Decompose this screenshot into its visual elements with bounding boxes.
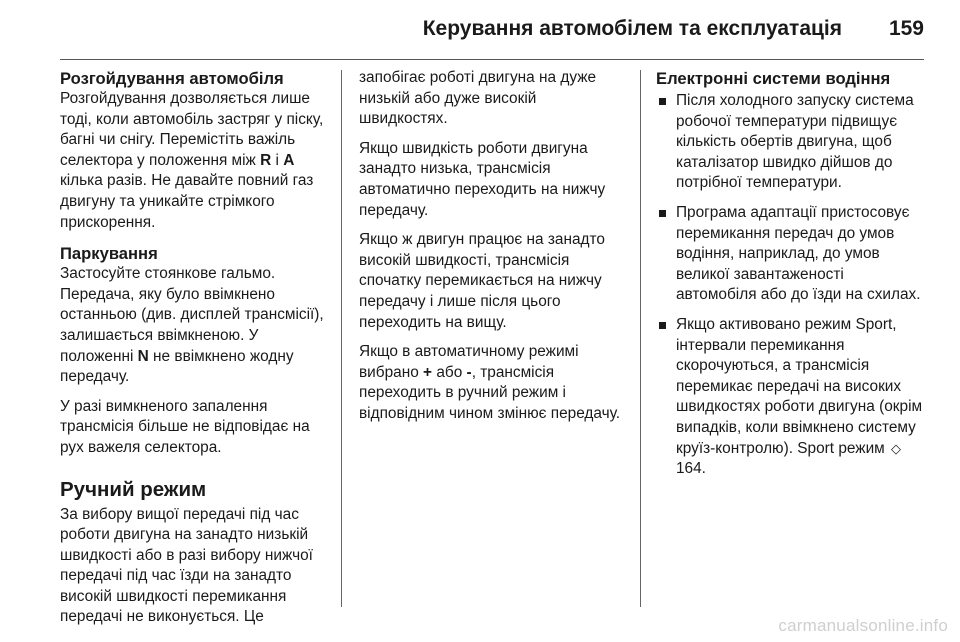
column-2	[359, 68, 629, 434]
gear-n-label: N	[137, 347, 149, 365]
paragraph-col2-2: Якщо швидкість роботи двигуна занадто низька, трансмісія автоматично переходить на нижчу передачу.	[359, 139, 606, 219]
column-divider-2	[640, 70, 641, 607]
column-divider-1	[341, 70, 342, 607]
text-run: Розгойдування дозволяється лише тоді, коли автомобіль застряг у піску, багні чи снігу. Перемістіть важіль селектора у положення між	[60, 90, 324, 169]
bullet-square-icon	[659, 322, 666, 329]
section-heading-electronic-systems: Електронні системи водіння	[656, 69, 891, 88]
page-number: 159	[888, 17, 924, 40]
paragraph-col2-3: Якщо ж двигун працює на занадто високій швидкості, трансмісія спочатку перемикається на нижчу передачу і лише після цього переходить на вищу.	[359, 231, 605, 331]
bullet-list	[656, 91, 928, 480]
column-3	[656, 68, 928, 489]
page-reference-number[interactable]: 164.	[676, 460, 706, 478]
section-manual-mode	[60, 477, 332, 629]
section-heading-parking: Паркування	[60, 244, 158, 264]
minus-label: -	[466, 363, 472, 381]
paragraph-manual: За вибору вищої передачі під час роботи двигуна на занадто низькій швидкості або в разі вибору нижчої передачі під час їзди на занадто високій швидкості перемикання передачі не виконується. Це	[60, 505, 313, 626]
header-divider	[60, 59, 924, 60]
column-1	[60, 68, 332, 638]
bullet-square-icon	[659, 98, 666, 105]
text-run: кілька разів. Не давайте повний газ двигуну та уникайте стрімкого прискорення.	[60, 172, 314, 231]
gear-r-label: R	[260, 151, 272, 169]
header-title: Керування автомобілем та експлуатація	[422, 17, 842, 40]
paragraph-rocking	[60, 89, 332, 233]
paragraph-col2-4	[359, 342, 629, 424]
list-item	[656, 203, 928, 306]
section-heading-manual: Ручний режим	[60, 477, 207, 501]
text-run: Якщо в автоматичному режимі вибрано	[359, 343, 579, 381]
plus-label: +	[423, 363, 433, 381]
list-item-text: Після холодного запуску система робочої температури підвищує кількість обертів двигуна, щоб каталізатор швидко дійшов до потрібної температури.	[676, 92, 914, 192]
bullet-square-icon	[659, 210, 666, 217]
page-header	[0, 0, 960, 60]
text-run: Застосуйте стоянкове гальмо. Передача, яку було ввімкнено останньою (див. дисплей трансмісії), залишається ввімкненою. У положенні	[60, 265, 324, 365]
paragraph-parking-1	[60, 264, 332, 388]
paragraph-col2-1: запобігає роботі двигуна на дуже низькій або дуже високій швидкостях.	[359, 69, 597, 128]
watermark: carmanualsonline.info	[778, 616, 948, 635]
paragraph-parking-2: У разі вимкненого запалення трансмісія більше не відповідає на рух важеля селектора.	[60, 397, 310, 456]
text-run: не ввімкнено жодну передачу.	[60, 347, 294, 386]
list-item	[656, 315, 928, 480]
page-reference-icon: ◇	[891, 440, 902, 456]
text-run: , трансмісія переходить в ручний режим і відповідним чином змінює передачу.	[359, 363, 621, 422]
list-item-text: Якщо активовано режим Sport, інтервали перемикання скорочуються, а трансмісія перемикає передачі на високих швидкостях роботи двигуна (окрім випадків, коли ввімкнено систему круїз-контролю). Sport режим	[676, 315, 923, 457]
gear-a-label: A	[283, 151, 295, 169]
list-item-text: Програма адаптації пристосовує перемикання передач до умов водіння, наприклад, до умов великої завантаженості автомобіля або до їзди на схилах.	[676, 203, 921, 304]
text-run: або	[432, 363, 467, 381]
text-run: і	[271, 151, 284, 169]
section-rocking	[60, 68, 332, 233]
section-parking	[60, 243, 332, 458]
list-item	[656, 91, 928, 194]
section-heading-rocking: Розгойдування автомобіля	[60, 69, 284, 88]
